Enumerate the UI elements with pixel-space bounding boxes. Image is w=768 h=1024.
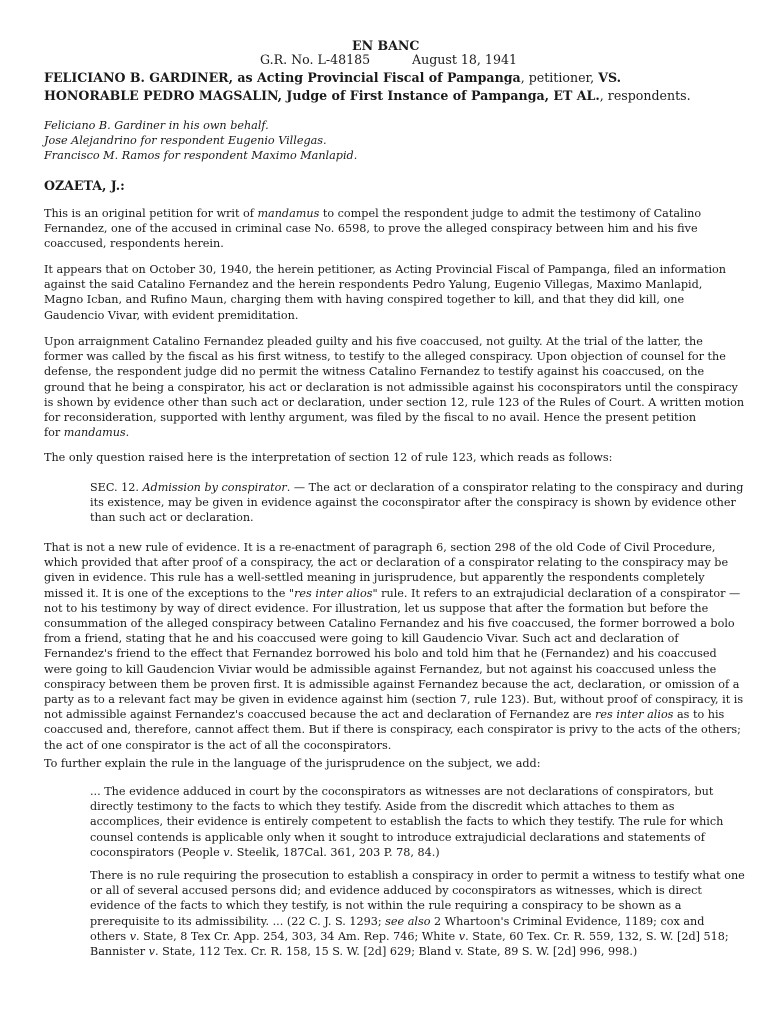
paragraph-line (44, 336, 703, 347)
paragraph-line (44, 208, 701, 219)
paragraph-line (44, 603, 708, 614)
text-run: mandamus (63, 426, 126, 440)
quoted-text-line (90, 870, 745, 881)
text-run: is shown by evidence other than such act or declaration, under section 12, rule 123 of the Rules of Court. A written motion (44, 395, 745, 409)
quoted-text-line (90, 512, 254, 523)
text-run: party as to a relevant fact may be given in evidence against him (section 7, rule 123). But, without proof of conspiracy, it is (44, 693, 744, 706)
text-run: or all of several accused persons did; and evidence adduced by coconspirators as witnesses, which is direct (90, 884, 702, 898)
court-division: EN BANC (352, 38, 420, 53)
text-run: were going to kill Gaudencion Viviar would be admissible against Fernandez, but not against his coaccused unless the (44, 662, 717, 676)
text-run: not admissible against Fernandez's coaccused because the act and declaration of Fernandez are (44, 708, 596, 722)
text-run: against the said Catalino Fernandez and the herein respondents Pedro Yalung, Eugenio Villegas, Maximo Manlapid, (44, 278, 703, 292)
quoted-text-line (90, 946, 637, 957)
case-title-respondents (44, 90, 691, 103)
text-run: res inter alios (595, 708, 674, 722)
text-run: . State, 112 Tex. Cr. R. 158, 15 S. W. [2d] 629; Bland v. State, 89 S. W. [2d] 996, 998.) (154, 945, 638, 958)
quoted-text-line (90, 816, 723, 827)
text-run: It appears that on October 30, 1940, the herein petitioner, as Acting Provincial Fiscal of Pampanga, filed an information (44, 263, 726, 276)
text-run: evidence of the facts to which they testify, is not within the rule requiring a conspiracy to be shown as a (90, 899, 682, 913)
paragraph-line (44, 427, 129, 438)
paragraph-line (44, 238, 224, 249)
text-run: Fernandez's friend to the effect that Fernandez borrowed his bolo and told him that he (Fernandez) and his coaccused (44, 647, 717, 661)
text-run: 2 Whartoon's Criminal Evidence, 1189; cox and (430, 914, 705, 928)
text-run: coaccused, respondents herein. (44, 237, 224, 251)
text-run: That is not a new rule of evidence. It is a re-enactment of paragraph 6, section 298 of the old Code of Civil Procedure, (44, 541, 716, 554)
paragraph-line (44, 366, 704, 377)
text-run: conspiracy between them be proven first. It is admissible against Fernandez because the act, declaration, or omission of a (44, 677, 740, 691)
text-run: , respondents. (599, 88, 691, 103)
text-run: Gaudencio Vivar, with evident premiditation. (44, 308, 299, 322)
quoted-text-line (90, 847, 440, 858)
text-run: prerequisite to its admissibility. ... (22 C. J. S. 1293; (90, 914, 386, 928)
text-run: . State, 8 Tex Cr. App. 254, 303, 34 Am. Rep. 746; White (136, 929, 459, 943)
paragraph-line (44, 664, 716, 675)
quoted-text-line (90, 801, 675, 812)
text-run: for (44, 426, 64, 440)
counsel-line: Feliciano B. Gardiner in his own behalf. (44, 119, 269, 132)
text-run: the act of one conspirator is the act of all the coconspirators. (44, 738, 392, 752)
paragraph-line (44, 758, 540, 769)
paragraph-line (44, 223, 698, 234)
text-run: ground that he being a conspirator, his act or declaration is not admissible against his coconspirators until the conspiracy (44, 380, 738, 394)
paragraph-line (44, 618, 735, 629)
text-run: . State, 60 Tex. Cr. R. 559, 132, S. W. [2d] 518; (465, 929, 729, 943)
counsel-line: Jose Alejandrino for respondent Eugenio Villegas. (44, 134, 327, 147)
counsel-line: Francisco M. Ramos for respondent Maximo Manlapid. (44, 149, 358, 162)
decision-date: August 18, 1941 (412, 52, 517, 67)
paragraph-line (44, 694, 743, 705)
quoted-text-line (90, 832, 705, 843)
quoted-text-line (90, 786, 713, 797)
text-run: " rule. It refers to an extrajudicial declaration of a conspirator — (372, 586, 741, 600)
text-run: Bannister (90, 945, 149, 958)
case-number: G.R. No. L-48185 (260, 52, 371, 67)
text-run: given in evidence. This rule has a well-settled meaning in jurisprudence, but apparently the respondents completely (44, 571, 705, 585)
quoted-text-line (90, 497, 736, 508)
text-run: defense, the respondent judge did no permit the witness Catalino Fernandez to testify against his coaccused, on the (44, 365, 705, 379)
paragraph-line (44, 397, 744, 408)
paragraph-line (44, 679, 739, 690)
text-run: HONORABLE PEDRO MAGSALIN, Judge of First Instance of Pampanga, ET AL. (44, 88, 600, 103)
paragraph-line (44, 382, 738, 393)
text-run: Admission by conspirator (142, 481, 287, 494)
text-run: others (90, 929, 130, 943)
text-run: as to his (673, 708, 725, 722)
text-run: coconspirators (People (90, 845, 224, 859)
text-run: . (125, 426, 130, 440)
text-run: than such act or declaration. (90, 511, 254, 525)
text-run: The only question raised here is the interpretation of section 12 of rule 123, which reads as follows: (44, 451, 613, 464)
paragraph-line (44, 709, 724, 720)
text-run: not to his testimony by way of direct evidence. For illustration, let us suppose that after the formation but before the (44, 601, 709, 615)
text-run: v (458, 929, 466, 943)
paragraph-line (44, 588, 740, 599)
text-run: Upon arraignment Catalino Fernandez pleaded guilty and his five coaccused, not guilty. At the trial of the latter, the (44, 335, 703, 348)
paragraph-line (44, 310, 298, 321)
text-run: counsel contends is applicable only when it sought to introduce extrajudicial declarations and statements of (90, 830, 705, 844)
text-run: Fernandez, one of the accused in criminal case No. 6598, to prove the alleged conspiracy between him and his five (44, 222, 698, 236)
paragraph-line (44, 572, 705, 583)
text-run: VS. (598, 70, 621, 85)
text-run: , petitioner, (520, 70, 599, 85)
paragraph-line (44, 724, 741, 735)
text-run: missed it. It is one of the exceptions to the " (44, 586, 295, 600)
text-run: coaccused and, therefore, cannot affect them. But if there is conspiracy, each conspirator is privy to the acts of the others; (44, 723, 741, 737)
paragraph-line (44, 740, 391, 751)
paragraph-line (44, 351, 726, 362)
text-run: v (223, 845, 230, 859)
paragraph-line (44, 279, 702, 290)
paragraph-line (44, 294, 684, 305)
text-run: res inter alios (294, 586, 373, 600)
text-run: which provided that after proof of a conspiracy, the act or declaration of a conspirator relating to the conspiracy may be (44, 556, 729, 570)
text-run: . — The act or declaration of a conspirator relating to the conspiracy and during (286, 481, 744, 494)
text-run: to compel the respondent judge to admit the testimony of Catalino (319, 207, 702, 220)
paragraph-line (44, 648, 717, 659)
text-run: directly testimony to the facts to which they testify. Aside from the discredit which attaches to them as (90, 800, 675, 814)
paragraph-line (44, 412, 696, 423)
text-run: for reconsideration, supported with lenthy argument, was filed by the fiscal to no avail. Hence the present petition (44, 411, 697, 424)
text-run: This is an original petition for writ of (44, 207, 258, 220)
quoted-text-line (90, 916, 704, 927)
text-run: consummation of the alleged conspiracy between Catalino Fernandez and his five coaccused, the former borrowed a bolo (44, 617, 735, 630)
quoted-text-line (90, 931, 729, 942)
quoted-text-line (90, 900, 681, 911)
text-run: v (129, 929, 137, 943)
text-run: . Steelik, 187Cal. 361, 203 P. 78, 84.) (229, 845, 440, 859)
text-run: v (148, 945, 155, 958)
text-run: SEC. 12. (90, 481, 143, 494)
text-run: FELICIANO B. GARDINER, as Acting Provincial Fiscal of Pampanga (44, 70, 521, 85)
text-run: see also (385, 914, 431, 928)
paragraph-line (44, 452, 612, 463)
paragraph-line (44, 633, 678, 644)
quoted-text-line (90, 885, 702, 896)
text-run: mandamus (257, 207, 320, 220)
case-title-petitioner (44, 72, 621, 85)
text-run: from a friend, stating that he and his coaccused were going to kill Gaudencio Vivar. Such act and declaration of (44, 632, 679, 646)
paragraph-line (44, 542, 715, 553)
text-run: There is no rule requiring the prosecution to establish a conspiracy in order to permit a witness to testify what one (90, 869, 745, 882)
text-run: Magno Icban, and Rufino Maun, charging them with having conspired together to kill, and that they did kill, one (44, 293, 685, 307)
text-run: To further explain the rule in the language of the jurisprudence on the subject, we add: (44, 757, 541, 770)
text-run: its existence, may be given in evidence against the coconspirator after the conspiracy is shown by evidence other (90, 496, 736, 510)
text-run: former was called by the fiscal as his first witness, to testify to the alleged conspiracy. Upon objection of counsel for the (44, 350, 726, 364)
text-run: accomplices, their evidence is entirely competent to establish the facts to which they testify. The rule for which (90, 815, 724, 829)
paragraph-line (44, 264, 726, 275)
paragraph-line (44, 557, 728, 568)
text-run: ... The evidence adduced in court by the coconspirators as witnesses are not declarations of conspirators, but (90, 785, 714, 798)
ponente: OZAETA, J.: (44, 178, 125, 193)
quoted-text-line (90, 482, 743, 493)
